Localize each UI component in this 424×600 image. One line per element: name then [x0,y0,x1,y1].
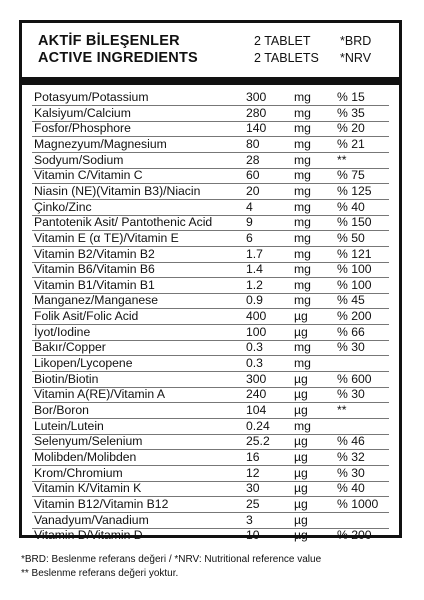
ingredient-unit: mg [294,183,311,198]
header-divider [22,77,399,85]
ingredient-value: 1.7 [246,246,263,261]
ingredient-unit: mg [294,152,311,167]
ingredient-nrv: % 21 [337,136,365,151]
ingredient-name: Biotin/Biotin [34,371,99,386]
ingredient-name: Molibden/Molibden [34,449,137,464]
ingredient-unit: mg [294,293,311,308]
ingredient-value: 3 [246,512,253,527]
ingredient-name: Niasin (NE)(Vitamin B3)/Niacin [34,183,201,198]
ingredient-value: 280 [246,105,267,120]
ingredient-name: Krom/Chromium [34,465,123,480]
ingredient-name: Vitamin B1/Vitamin B1 [34,277,155,292]
table-row [22,214,399,231]
footnote-no-reference: ** Beslenme referans değeri yoktur. [21,568,179,579]
ingredient-value: 104 [246,403,267,417]
header-serving [254,33,319,67]
table-row [22,167,399,184]
ingredient-value: 1.4 [246,262,263,277]
ingredient-value: 0.3 [246,356,263,371]
ingredient-nrv: % 125 [337,183,372,198]
ingredient-name: Vitamin A(RE)/Vitamin A [34,387,165,402]
ingredient-name: Likopen/Lycopene [34,356,133,371]
ingredient-unit: µg [294,481,308,496]
ingredient-value: 28 [246,152,260,167]
table-row [22,449,399,466]
ingredient-unit: mg [294,90,311,104]
ingredient-name: Vitamin B6/Vitamin B6 [34,262,155,277]
ingredient-name: Bor/Boron [34,403,89,417]
ingredient-value: 60 [246,168,260,183]
table-row [22,512,399,529]
ingredient-nrv: ** [337,403,347,417]
ingredient-nrv: % 150 [337,215,372,230]
reference-en: *NRV [340,51,372,65]
ingredient-value: 240 [246,387,267,402]
ingredient-value: 400 [246,309,267,324]
ingredient-unit: mg [294,340,311,355]
ingredient-value: 9 [246,215,253,230]
ingredient-unit: µg [294,512,308,527]
ingredient-nrv: % 66 [337,324,365,339]
ingredient-unit: µg [294,309,308,324]
ingredient-unit: mg [294,121,311,136]
ingredient-nrv: % 50 [337,230,365,245]
ingredient-unit: mg [294,136,311,151]
ingredient-unit: mg [294,246,311,261]
ingredient-nrv: % 1000 [337,496,379,511]
ingredient-name: Çinko/Zinc [34,199,92,214]
table-row [22,402,399,419]
reference-tr: *BRD [340,34,372,48]
ingredient-name: Fosfor/Phosphore [34,121,131,136]
ingredient-nrv: % 100 [337,277,372,292]
header-reference [340,33,371,67]
ingredient-name: Lutein/Lutein [34,418,104,433]
table-row [22,527,399,544]
ingredient-value: 80 [246,136,260,151]
ingredient-value: 300 [246,371,267,386]
table-row [22,496,399,513]
ingredient-value: 100 [246,324,267,339]
ingredient-nrv: % 32 [337,449,365,464]
ingredient-name: Magnezyum/Magnesium [34,136,167,151]
ingredient-name: Potasyum/Potassium [34,90,149,104]
ingredient-nrv: ** [337,152,347,167]
ingredient-value: 12 [246,465,260,480]
ingredient-nrv: % 600 [337,371,372,386]
ingredient-nrv: % 121 [337,246,372,261]
table-row [22,152,399,169]
ingredient-unit: µg [294,528,308,543]
ingredient-name: Vitamin B2/Vitamin B2 [34,246,155,261]
ingredient-value: 140 [246,121,267,136]
ingredient-name: Selenyum/Selenium [34,434,143,449]
ingredient-value: 1.2 [246,277,263,292]
ingredient-name: İyot/Iodine [34,324,91,339]
header-title [38,33,198,67]
title-en: ACTIVE INGREDIENTS [38,50,198,66]
ingredient-name: Kalsiyum/Calcium [34,105,131,120]
ingredient-nrv: % 46 [337,434,365,449]
table-row [22,339,399,356]
ingredient-name: Vitamin B12/Vitamin B12 [34,496,169,511]
ingredient-value: 0.3 [246,340,263,355]
ingredient-nrv: % 15 [337,90,365,104]
ingredient-unit: mg [294,418,311,433]
table-row [22,371,399,388]
ingredient-value: 16 [246,449,260,464]
ingredient-nrv: % 40 [337,199,365,214]
ingredient-unit: µg [294,371,308,386]
ingredient-unit: µg [294,465,308,480]
ingredient-nrv: % 35 [337,105,365,120]
ingredient-value: 0.9 [246,293,263,308]
table-row [22,183,399,200]
ingredient-name: Vitamin E (α TE)/Vitamin E [34,230,179,245]
ingredient-unit: µg [294,387,308,402]
ingredients-panel [19,20,402,543]
ingredient-unit: µg [294,324,308,339]
ingredient-name: Vitamin D/Vitamin D [34,528,143,543]
ingredient-nrv: % 40 [337,481,365,496]
table-row [22,418,399,435]
ingredient-nrv: % 200 [337,309,372,324]
ingredient-nrv: % 20 [337,121,365,136]
title-tr: AKTİF BİLEŞENLER [38,33,180,49]
ingredient-value: 30 [246,481,260,496]
ingredient-unit: mg [294,356,311,371]
ingredient-unit: mg [294,105,311,120]
ingredient-name: Sodyum/Sodium [34,152,124,167]
serving-tr: 2 TABLET [254,34,311,48]
ingredient-name: Pantotenik Asit/ Pantothenic Acid [34,215,213,230]
ingredient-nrv: % 75 [337,168,365,183]
table-row [22,308,399,325]
ingredient-value: 20 [246,183,260,198]
table-row [22,246,399,263]
ingredient-name: Folik Asit/Folic Acid [34,309,139,324]
ingredient-name: Vanadyum/Vanadium [34,512,149,527]
serving-en: 2 TABLETS [254,51,319,65]
ingredient-name: Bakır/Copper [34,340,106,355]
ingredient-unit: mg [294,199,311,214]
ingredient-value: 25.2 [246,434,270,449]
table-row [22,105,399,122]
ingredient-nrv: % 200 [337,528,372,543]
table-row [22,433,399,450]
ingredient-unit: mg [294,230,311,245]
ingredient-nrv: % 100 [337,262,372,277]
ingredient-nrv: % 30 [337,340,365,355]
ingredient-value: 6 [246,230,253,245]
table-row [22,480,399,497]
table-row [22,324,399,341]
ingredient-value: 300 [246,90,267,104]
ingredient-unit: µg [294,403,308,417]
table-row [22,199,399,216]
table-row [22,465,399,482]
ingredient-name: Vitamin K/Vitamin K [34,481,142,496]
ingredient-unit: mg [294,277,311,292]
ingredient-value: 4 [246,199,253,214]
ingredient-value: 0.24 [246,418,270,433]
ingredient-unit: mg [294,262,311,277]
ingredient-unit: µg [294,496,308,511]
ingredient-unit: µg [294,434,308,449]
footnote-brd: *BRD: Beslenme referans değeri / *NRV: Nutritional reference value [21,554,322,565]
ingredient-unit: µg [294,449,308,464]
table-row [22,136,399,153]
ingredient-value: 10 [246,528,260,543]
table-row [22,292,399,309]
ingredient-unit: mg [294,168,311,183]
table-row [22,355,399,372]
table-row [22,386,399,403]
ingredient-name: Manganez/Manganese [34,293,158,308]
ingredient-nrv: % 30 [337,387,365,402]
table-row [22,89,399,106]
table-row [22,277,399,294]
table-row [22,230,399,247]
ingredient-unit: mg [294,215,311,230]
ingredient-name: Vitamin C/Vitamin C [34,168,143,183]
ingredient-nrv: % 30 [337,465,365,480]
ingredient-value: 25 [246,496,260,511]
table-row [22,120,399,137]
ingredient-nrv: % 45 [337,293,365,308]
table-row [22,261,399,278]
